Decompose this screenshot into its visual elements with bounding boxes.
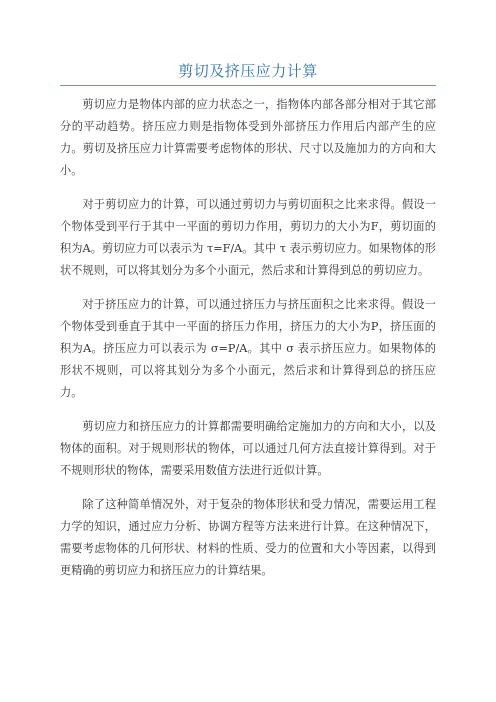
title-underline [60,85,436,86]
paragraph-complex-cases: 除了这种简单情况外，对于复杂的物体形状和受力情况，需要运用工程力学的知识，通过应力分析、协调方程等方法来进行计算。在这种情况下，需要考虑物体的几何形状、材料的性质、受力的位置和大小等因素，以得到更精确的剪切应力和挤压应力的计算结果。 [60,498,436,577]
document-title: 剪切及挤压应力计算 [178,62,318,80]
paragraph-requirements: 剪切应力和挤压应力的计算都需要明确给定施加力的方向和大小，以及物体的面积。对于规则形状的物体，可以通过几何方法直接计算得到。对于不规则形状的物体，需要采用数值方法进行近似计算。 [60,420,436,477]
paragraph-compression-calculation: 对于挤压应力的计算，可以通过挤压力与挤压面积之比来求得。假设一个物体受到垂直于其中一平面的挤压力作用，挤压力的大小为P，挤压面的积为A。挤压应力可以表示为 σ=P/A。其中 σ 表示挤压应力。如果物体的形状不规则，可以将其划分为多个小面元，然后求和计算得到总的挤压应力。 [60,298,436,399]
document-body [60,94,436,594]
paragraph-shear-definition: 剪切应力是物体内部的应力状态之一，指物体内部各部分相对于其它部分的平动趋势。挤压应力则是指物体受到外部挤压力作用后内部产生的应力。剪切及挤压应力计算需要考虑物体的形状、尺寸以及施加力的方向和大小。 [60,98,436,177]
paragraph-shear-calculation: 对于剪切应力的计算，可以通过剪切力与剪切面积之比来求得。假设一个物体受到平行于其中一平面的剪切力作用，剪切力的大小为F，剪切面的积为A。剪切应力可以表示为 τ=F/A。其中 τ 表示剪切应力。如果物体的形状不规则，可以将其划分为多个小面元，然后求和计算得到总的剪切应力。 [60,198,436,277]
